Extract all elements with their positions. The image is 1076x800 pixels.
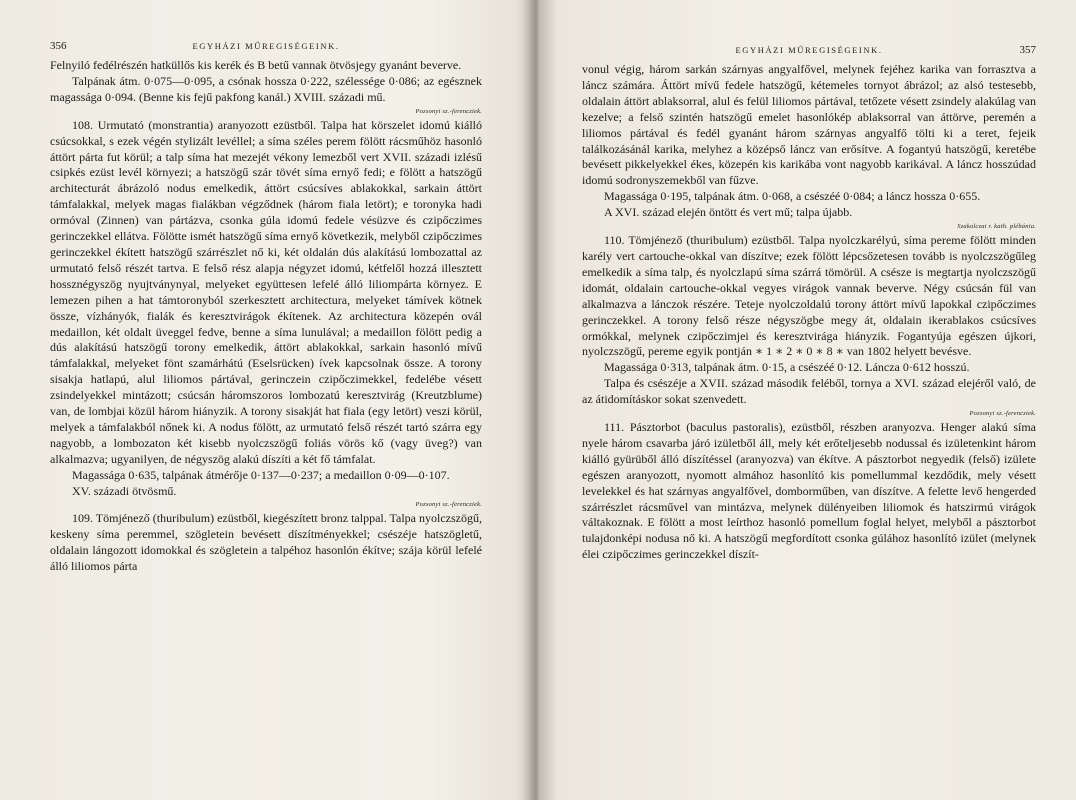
running-head-title: EGYHÁZI MŰREGISÉGEINK.: [735, 45, 883, 55]
paragraph: Talpa és csészéje a XVII. század második feléből, tornya a XVI. század elejéről való, de az átidomításkor sokat szenvedett.: [582, 376, 1036, 407]
paragraph: Felnyiló fedélrészén hatküllős kis kerék és B betű vannak ötvösjegy gyanánt beverve.: [50, 58, 462, 72]
page-body: [582, 62, 1036, 563]
paragraph: Magassága 0·635, talpának átmérője 0·137—0·237; a medaillon 0·09—0·107.: [72, 467, 450, 482]
running-head-title: EGYHÁZI MŰREGISÉGEINK.: [192, 41, 340, 51]
right-page: [536, 0, 1076, 800]
catalog-entry-108: 108. Urmutató (monstrantia) aranyozott ezüstből. Talpa hat körszelet idomú kiálló csúcsokkal, s ezek végén stylizált levéllel; a síma széles perem fölött rácsműhöz hasonló áttört párta fut körül; a talp síma hat mezejét vékony lemezből vert XVII. századi izlésű csipkés ezüst levél környezi; a hatszögű szár tövét síma ernyő fedi; e fölött a hatszögű architecturát ábrázoló nodus emelkedik, áttört csúcsíves ablakokkal, sarkain áttört támfalakkal, melyek magas fialákban végződnek (három fiala letört); e toronyka hadi ormóval (Zinnen) van pártázva, csonka gúla idomú fedele vésüzve és czipőczimes gerinczekkel ellátva. Fölötte ismét hatszögű síma ernyő következik, melyből czipőczimes gerinczekkel ékített hatszögű szárrészlet nő ki, két oldalán dús alakítású lombozattal az urmutató felső részét tartva. E felső rész alapja négyzet idomú, kétfelől hozzá illesztett hossznégyszög nyujtványnyal, melyeket együttesen lefelé álló liliompárta környez. E lemezen pihen a hat támtoronyból szerkesztett architectura, melyeket támívek kötnek össze, vízhányók, fialák és keresztvirágok ékítenek. Az architectura közepén ovál medaillon, két oldalt üveggel fedve, benne a síma lunulával; a medaillon fölött pedig a dús alakítású hatszögű torony emelkedik, áttört ablakokkal, sarkain hasonló mívű támfalakkal, melyeket fönt szamárhátú (Eselsrücken) ívek kapcsolnak össze. A torony sisakja hatlapú, alul liliomos pártával, gerinczein czipőczimekkel, fedelébe vésett zsindelyekkel mintázott; csúcsán háromszoros lombozatú keresztvirág (Kreutzblume) van, de lombjai közül három hiányzik. A torony sisakját hat fiala (egy letört) veszi körül, melyek a támfalakból nőnek ki. A nodus fölött, az urmutató felső részét tartó szárra egy nagyobb, a lombozaton két kisebb nyolczszögű foliás vörös kő (vagy üveg?) van alkalmazva; ugyanilyen, de négyszög alakú díszíti a két fő támfalat.: [50, 117, 482, 466]
catalog-entry-109: 109. Tömjénező (thuribulum) ezüstből, kiegészített bronz talppal. Talpa nyolczszögű, keskeny síma peremmel, szögletein bevésett díszítményekkel; csészéje hatszögletű, oldalain lángozott idomokkal és szögletein a talpéhoz hasonlón ékítve; szája körül lefelé álló liliomos párta: [50, 511, 482, 574]
paragraph: Magassága 0·195, talpának átm. 0·068, a csészéé 0·084; a láncz hossza 0·655.: [604, 189, 981, 204]
running-header: [582, 44, 1036, 62]
running-header: [50, 40, 482, 58]
catalog-entry-111: 111. Pásztorbot (baculus pastoralis), ezüstből, részben aranyozva. Henger alakú síma nyele három csavarba járó izületből áll, mely két erőteljesebb nodussal és izületenkint három kiálló gyürüből álló díszítéssel (aranyozva) van ékítve. A pásztorbot negyedik (felső) izülete egészen aranyozott, nyomott almához hasonlító kis pomellummal kezdődik, mely vésett levelekkel és hat szárnyas angyalfővel, domborműben, van díszítve. A felette levő hengerded szárrészlet rácsművel van mintázva, melynek dülényeiben liliomok és hatszirmú virágok váltakoznak. E fölött a most leírthoz hasonló pomellum foglal helyet, melyből a pásztorbot tulajdonképi nodusa nő ki. A hatszögű megfordított csonka gúlához hasonlító izület (melynek élei czipőczimes gerinczekkel díszít-: [582, 420, 1036, 562]
paragraph: A XVI. század elején öntött és vert mű; talpa újabb.: [604, 205, 853, 220]
provenance-note: Pozsonyi sz.-ferencziek.: [969, 410, 1036, 418]
paragraph: XV. századi ötvösmű.: [72, 483, 177, 498]
page-number: 357: [1019, 44, 1036, 56]
provenance-note: Pozsonyi sz.-ferencziek.: [415, 501, 482, 509]
left-page: [0, 0, 534, 800]
provenance-note: Szakolczai r. kath. plébánia.: [957, 223, 1036, 231]
paragraph: vonul végig, három sarkán szárnyas angyalfővel, melynek fejéhez karika van forrasztva a láncz számára. Áttört mívű fedele hatszögű, kétemeles tornyot ábrázol; az alsó testesebb, oldalain áttört ablaksorral, alul és felül liliomos pártával, tetőzete vésett zsindely alakúlag van kezelve; a felső szintén hatszögű emelet hasonlókép ablaksorral van áttörve, peremén a liliomos pártával és fedél gyanánt három szárnyas angyalfő tölti ki a teret, fejeik találkozásánál karika, melyhez a középső láncz van erősítve. A fogantyú hatszögű, keretébe bevésett pikkelyekkel ékes, közepén kis karikába vont nagyobb karikával. A láncz hosszúdad idomú sodronyszemekből van fűzve.: [582, 62, 1036, 188]
page-body: [50, 58, 482, 575]
provenance-note: Pozsonyi sz.-ferencziek.: [415, 107, 482, 115]
page-number: 356: [50, 40, 67, 52]
paragraph: Magassága 0·313, talpának átm. 0·15, a csészéé 0·12. Láncza 0·612 hosszú.: [604, 360, 970, 375]
paragraph: Talpának átm. 0·075—0·095, a csónak hossza 0·222, szélessége 0·086; az egésznek magassága 0·094. (Benne kis fejű pakfong kanál.) XVIII. századi mű.: [50, 73, 482, 104]
catalog-entry-110: 110. Tömjénező (thuribulum) ezüstből. Talpa nyolczkarélyú, síma pereme fölött minden karély vert cartouche-okkal van díszítve; ezek fölött lépcsőzetesen tovább is nyolczszögűleg emelkedik a síma talp, és nyolczlapú síma szárrá tömörül. A csésze is megtartja nyolczszögű idomát, oldalain cartouche-okkal vegyes virágok vannak beverve. Négy csúcsán fül van alkalmazva a lánczok részére. Teteje nyolczoldalú torony áttört mívű lapokkal czipőczimes gerinczekkel. A torony felső része négyszögbe megy át, oldalain ikerablakos csúcsíves ormókkal, melynek czipőczimjei és keresztvirága hiányzik. Fogantyúja egészen újkori, nyolczszögű, pereme egyik pontján ∗ 1 ∗ 2 ∗ 0 ∗ 8 ∗ van 1802 helyett bevésve.: [582, 233, 1036, 359]
